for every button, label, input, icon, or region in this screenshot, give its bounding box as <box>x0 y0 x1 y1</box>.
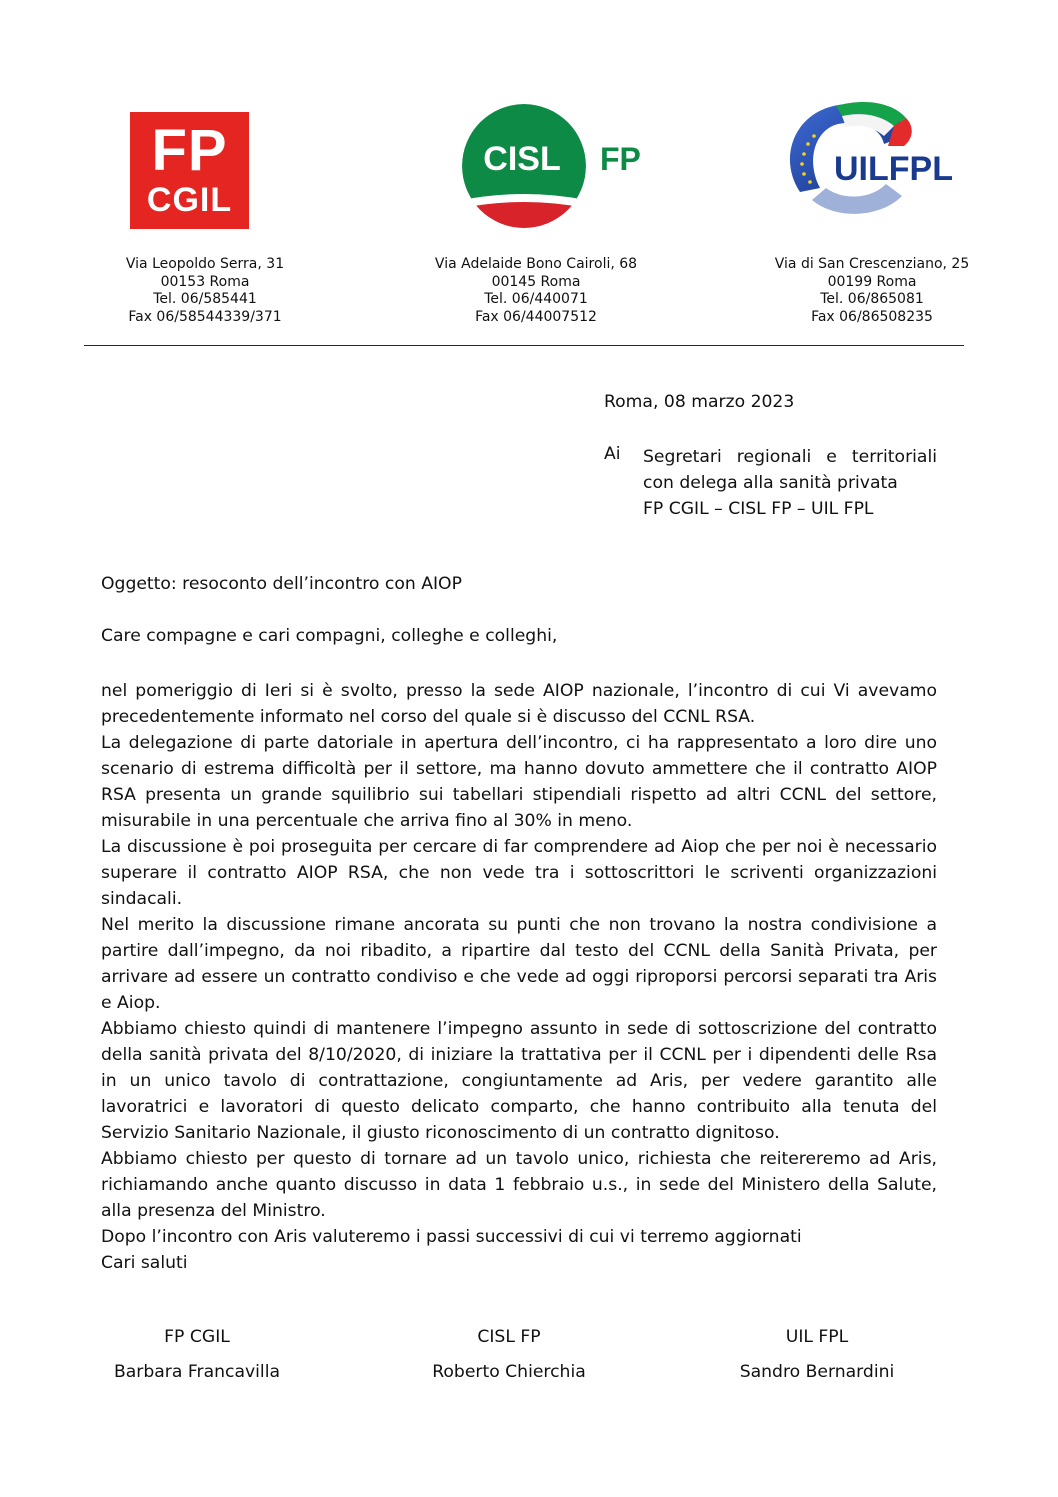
body-paragraph: Abbiamo chiesto quindi di mantenere l’impegno assunto in sede di sottoscrizione del contratto della sanità privata del 8/10/2020, di iniziare la trattativa per il CCNL per i dipendenti delle Rsa in un unico tavolo di contrattazione, congiuntamente ad Aris, per vedere garantito alle lavoratrici e lavoratori di questo delicato comparto, che hanno contribuito alla tenuta del Servizio Sanitario Nazionale, il giusto riconoscimento di un contratto dignitoso. <box>101 1019 937 1143</box>
signature-org: FP CGIL <box>164 1327 230 1347</box>
body-paragraph: Nel merito la discussione rimane ancorata su punti che non trovano la nostra condivisione a partire dall’impegno, da noi ribadito, a ripartire dal testo del CCNL della Sanità Privata, per arrivare ad essere un contratto condiviso e che vede ad oggi riproporsi percorsi separati tra Aris e Aiop. <box>101 915 937 1013</box>
address-fax: Fax 06/86508235 <box>811 308 933 325</box>
cisl-logo-text: CISL <box>483 140 561 178</box>
letter-greeting: Care compagne e cari compagni, colleghe e colleghi, <box>101 626 558 646</box>
signature-org: UIL FPL <box>785 1327 849 1347</box>
recipient-line: con delega alla sanità privata <box>643 473 898 493</box>
address-street: Via Leopoldo Serra, 31 <box>125 256 285 272</box>
recipient-prefix: Ai <box>604 444 621 464</box>
address-uil-fpl <box>752 256 992 326</box>
signature-name: Roberto Chierchia <box>432 1362 586 1382</box>
address-fp-cgil <box>100 256 310 326</box>
uil-fpl-logo-text: UILFPL <box>834 150 953 188</box>
address-tel: Tel. 06/440071 <box>484 291 588 307</box>
letter-subject: Oggetto: resoconto dell’incontro con AIOP <box>101 574 462 594</box>
signature-org: CISL FP <box>477 1327 541 1347</box>
closing: Cari saluti <box>101 1253 188 1273</box>
body-paragraph: Dopo l’incontro con Aris valuteremo i passi successivi di cui vi terremo aggiornati <box>101 1227 802 1247</box>
recipient-block <box>643 444 937 522</box>
address-tel: Tel. 06/865081 <box>820 291 924 307</box>
address-cisl-fp <box>420 256 652 326</box>
address-fax: Fax 06/44007512 <box>475 308 597 325</box>
body-paragraph: nel pomeriggio di Ieri si è svolto, presso la sede AIOP nazionale, l’incontro di cui Vi avevamo precedentemente informato nel corso del quale si è discusso del CCNL RSA. <box>101 681 937 727</box>
cisl-fp-logo <box>462 100 662 232</box>
fp-logo-text: FP <box>600 141 641 177</box>
letter-date: Roma, 08 marzo 2023 <box>604 392 795 412</box>
uil-fpl-logo <box>776 96 972 218</box>
address-city: 00145 Roma <box>491 273 581 290</box>
recipient-line: FP CGIL – CISL FP – UIL FPL <box>643 499 874 519</box>
fp-cgil-logo-line2: CGIL <box>146 181 233 219</box>
fp-cgil-logo <box>130 112 249 229</box>
address-street: Via Adelaide Bono Cairoli, 68 <box>434 256 638 272</box>
signature-name: Sandro Bernardini <box>739 1362 895 1382</box>
signature-cisl-fp <box>402 1320 616 1390</box>
body-paragraph: La delegazione di parte datoriale in apertura dell’incontro, ci ha rappresentato a loro dire uno scenario di estrema difficoltà per il settore, ma hanno dovuto ammettere che il contratto AIOP RSA presenta un grande squilibrio sui tabellari stipendiali rispetto ad altri CCNL del settore, misurabile in una percentuale che arriva fino al 30% in meno. <box>101 733 937 831</box>
address-street: Via di San Crescenziano, 25 <box>774 256 970 272</box>
letter-body <box>101 678 937 1276</box>
signature-fp-cgil <box>90 1320 304 1390</box>
signature-uil-fpl <box>710 1320 924 1390</box>
header-divider <box>84 345 964 346</box>
address-tel: Tel. 06/585441 <box>153 291 257 307</box>
address-city: 00199 Roma <box>827 273 917 290</box>
body-paragraph: La discussione è poi proseguita per cercare di far comprendere ad Aiop che per noi è necessario superare il contratto AIOP RSA, che non vede tra i sottoscrittori le scriventi organizzazioni sindacali. <box>101 837 937 909</box>
address-fax: Fax 06/58544339/371 <box>128 308 282 325</box>
signature-name: Barbara Francavilla <box>113 1362 281 1382</box>
address-city: 00153 Roma <box>160 273 250 290</box>
recipient-line: Segretari regionali e territoriali <box>643 447 937 467</box>
body-paragraph: Abbiamo chiesto per questo di tornare ad un tavolo unico, richiesta che reitereremo ad Aris, richiamando anche quanto discusso in data 1 febbraio u.s., in sede del Ministero della Salute, alla presenza del Ministro. <box>101 1149 937 1221</box>
fp-cgil-logo-line1: FP <box>151 118 228 183</box>
